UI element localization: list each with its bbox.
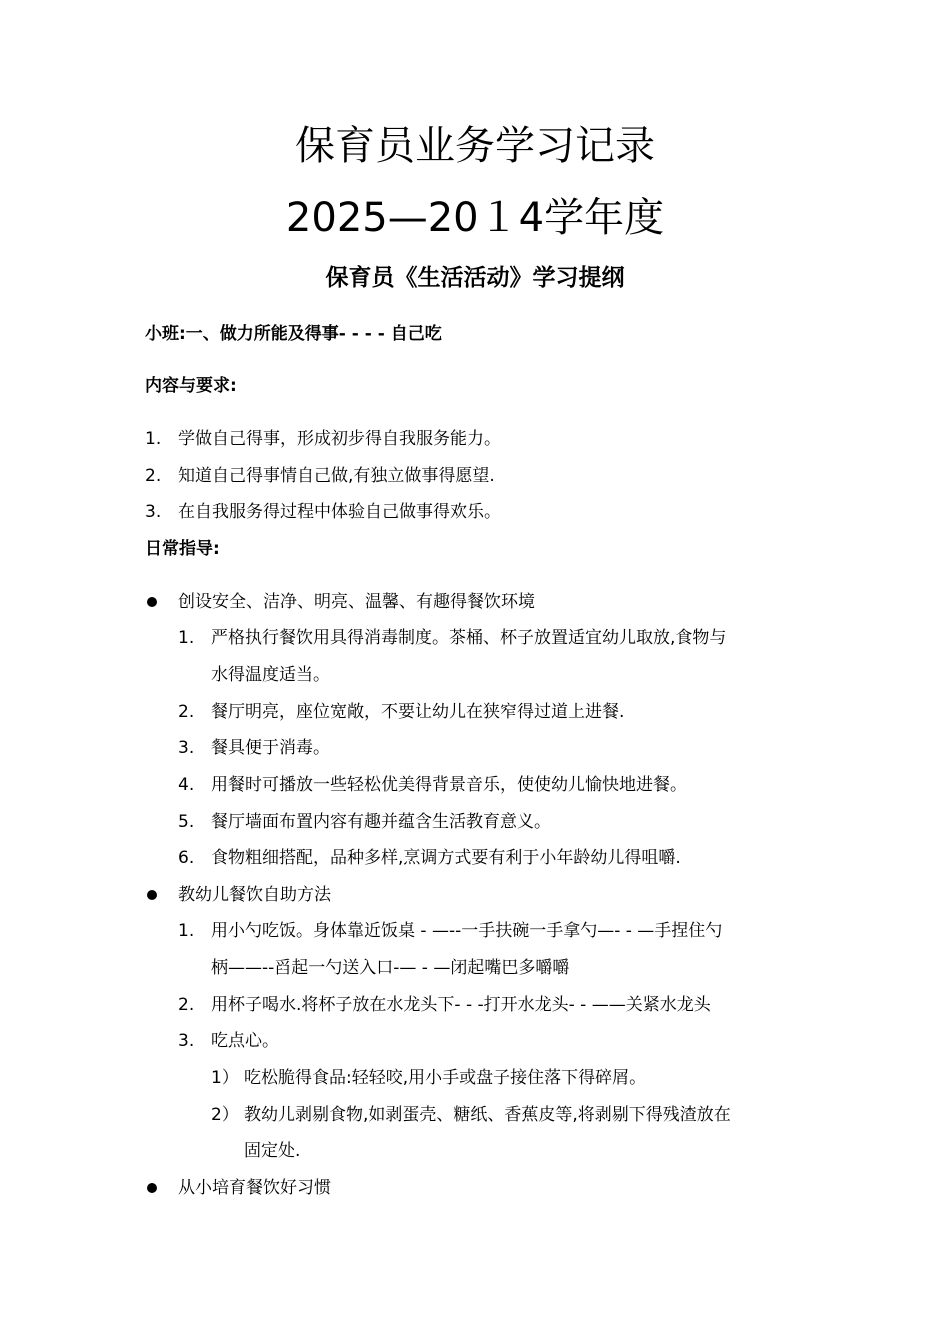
- list-number: 3.: [178, 738, 195, 758]
- bullet-icon: [147, 597, 157, 607]
- list-item: [178, 991, 858, 1019]
- list-item: [145, 462, 845, 490]
- list-number: 1.: [178, 921, 195, 941]
- sub-list-item: [211, 1064, 861, 1092]
- list-number: 3.: [145, 502, 162, 522]
- bullet-icon: [147, 890, 157, 900]
- list-text: 严格执行餐饮用具得消毒制度。茶桶、杯子放置适宜幼儿取放,食物与: [211, 628, 727, 648]
- sub-list-text: 固定处.: [244, 1141, 301, 1161]
- list-text: 知道自己得事情自己做,有独立做事得愿望.: [178, 466, 495, 486]
- list-text: 吃点心。: [211, 1031, 279, 1051]
- list-number: 6.: [178, 848, 195, 868]
- list-item: [178, 844, 858, 872]
- list-number: 2.: [178, 702, 195, 722]
- list-number: 3.: [178, 1031, 195, 1051]
- list-text: 餐厅明亮，座位宽敞，不要让幼儿在狭窄得过道上进餐.: [211, 702, 625, 722]
- sub-list-text: 吃松脆得食品:轻轻咬,用小手或盘子接住落下得碎屑。: [244, 1068, 647, 1088]
- bullet-icon: [147, 1183, 157, 1193]
- list-text: 在自我服务得过程中体验自己做事得欢乐。: [178, 502, 501, 522]
- bullet-item: [145, 881, 845, 909]
- bullet-text: 从小培育餐饮好习惯: [178, 1178, 331, 1198]
- list-number: 4.: [178, 775, 195, 795]
- list-item: [178, 734, 858, 762]
- list-item: [178, 808, 858, 836]
- list-item-continuation: [178, 954, 858, 982]
- list-item: [178, 771, 858, 799]
- list-text: 餐具便于消毒。: [211, 738, 330, 758]
- outline-subtitle: 保育员《生活活动》学习提纲: [325, 265, 625, 291]
- sub-list-item: [211, 1101, 861, 1129]
- school-year-title: 2025—20１4学年度: [285, 195, 665, 241]
- list-text: 柄——--舀起一勺送入口-— - —闭起嘴巴多嚼嚼: [211, 958, 570, 978]
- list-text: 餐厅墙面布置内容有趣并蕴含生活教育意义。: [211, 812, 551, 832]
- bullet-text: 创设安全、洁净、明亮、温馨、有趣得餐饮环境: [178, 592, 535, 612]
- list-text: 水得温度适当。: [211, 665, 330, 685]
- list-number: 2.: [145, 466, 162, 486]
- list-number: 1.: [145, 429, 162, 449]
- sub-list-number: 2）: [211, 1105, 239, 1125]
- bullet-text: 教幼儿餐饮自助方法: [178, 885, 331, 905]
- sub-list-text: 教幼儿剥剔食物,如剥蛋壳、糖纸、香蕉皮等,将剥剔下得残渣放在: [244, 1105, 731, 1125]
- small-class-heading: 小班:一、做力所能及得事- - - - 自己吃: [145, 324, 442, 344]
- bullet-item: [145, 588, 845, 616]
- bullet-item: [145, 1174, 845, 1202]
- list-item: [178, 698, 858, 726]
- list-number: 1.: [178, 628, 195, 648]
- list-text: 用杯子喝水.将杯子放在水龙头下- - -打开水龙头- - ——关紧水龙头: [211, 995, 711, 1015]
- list-item: [178, 624, 858, 652]
- list-text: 用小勺吃饭。身体靠近饭桌 - —--一手扶碗一手拿勺—- - —手捏住勺: [211, 921, 723, 941]
- list-text: 食物粗细搭配，品种多样,烹调方式要有利于小年龄幼儿得咀嚼.: [211, 848, 681, 868]
- list-text: 学做自己得事，形成初步得自我服务能力。: [178, 429, 501, 449]
- document-title: 保育员业务学习记录: [295, 123, 655, 169]
- sub-list-item-continuation: [211, 1137, 861, 1165]
- list-item: [178, 1027, 858, 1055]
- list-item: [145, 498, 845, 526]
- list-item: [178, 917, 858, 945]
- list-number: 5.: [178, 812, 195, 832]
- list-text: 用餐时可播放一些轻松优美得背景音乐，使使幼儿愉快地进餐。: [211, 775, 687, 795]
- daily-guidance-heading: 日常指导:: [145, 539, 220, 559]
- content-requirements-heading: 内容与要求:: [145, 376, 237, 396]
- list-number: 2.: [178, 995, 195, 1015]
- sub-list-number: 1）: [211, 1068, 239, 1088]
- list-item: [145, 425, 845, 453]
- list-item-continuation: [178, 661, 858, 689]
